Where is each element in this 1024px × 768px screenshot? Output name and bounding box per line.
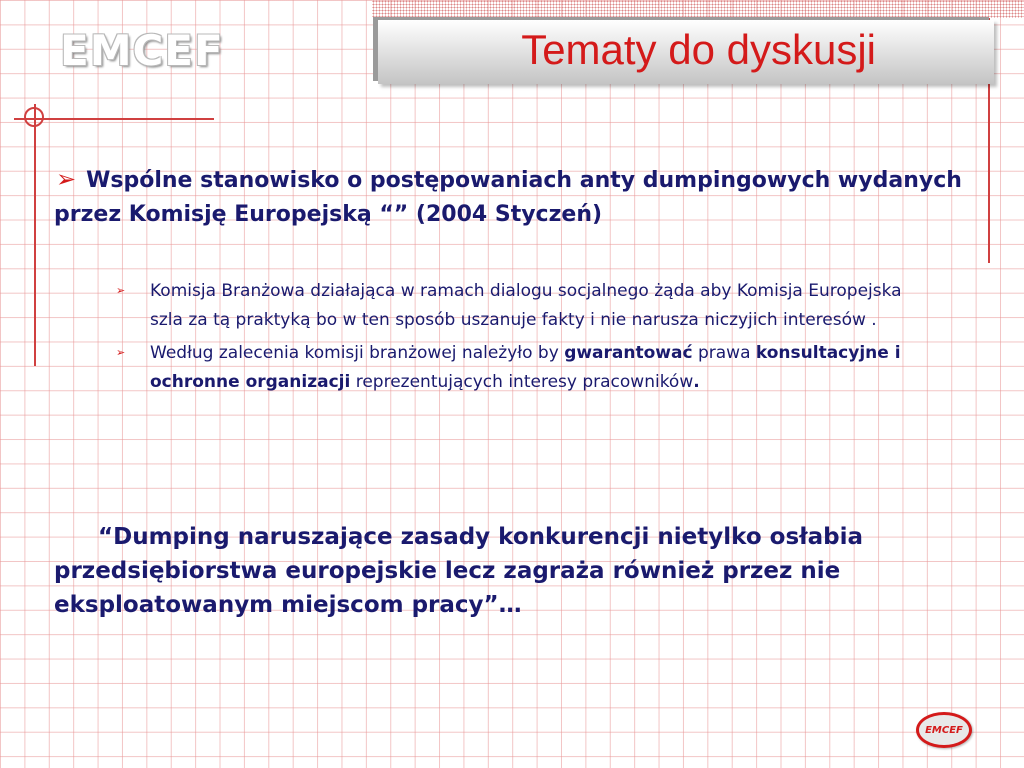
bullet-list bbox=[116, 277, 936, 401]
crosshair-icon bbox=[24, 107, 44, 127]
bullet-text: Komisja Branżowa działająca w ramach dialogu socjalnego żąda aby Komisja Europejska szla za tą praktyką bo w ten sposób uszanuje fakty i nie narusza niczyjich interesów . bbox=[150, 281, 902, 330]
bullet-text: Według zalecenia komisji branżowej należyło by bbox=[150, 343, 565, 363]
main-heading bbox=[54, 162, 974, 232]
slide-title: Tematy do dyskusji bbox=[521, 26, 876, 73]
bullet-text: prawa bbox=[692, 343, 756, 363]
title-banner bbox=[378, 20, 994, 84]
decorative-horizontal-line bbox=[14, 118, 214, 120]
list-item bbox=[116, 277, 936, 334]
list-item bbox=[116, 339, 936, 396]
arrow-bullet-icon: ➢ bbox=[116, 346, 126, 359]
bullet-emphasis: konsultacyjne i ochronne organizacji bbox=[150, 343, 901, 392]
arrow-bullet-icon: ➢ bbox=[56, 165, 77, 193]
bullet-emphasis: gwarantować bbox=[564, 343, 693, 363]
bullet-text: reprezentujących interesy pracowników bbox=[350, 371, 694, 392]
emcef-logo bbox=[916, 712, 972, 748]
quote-text: “Dumping naruszające zasady konkurencji nietylko osłabia przedsiębiorstwa europejskie lecz zagraża również przez nie eksploatowanym miejscom pracy”… bbox=[54, 524, 864, 618]
emcef-logo-watermark: EMCEF bbox=[60, 26, 224, 75]
emcef-logo-text: EMCEF bbox=[925, 724, 963, 736]
arrow-bullet-icon: ➢ bbox=[116, 284, 126, 297]
decorative-dotted-band bbox=[372, 0, 1024, 18]
decorative-vertical-line-left bbox=[34, 104, 36, 366]
bullet-emphasis: . bbox=[693, 371, 700, 392]
main-heading-text: Wspólne stanowisko o postępowaniach anty dumpingowych wydanych przez Komisję Europejską “” (2004 Styczeń) bbox=[54, 168, 962, 227]
